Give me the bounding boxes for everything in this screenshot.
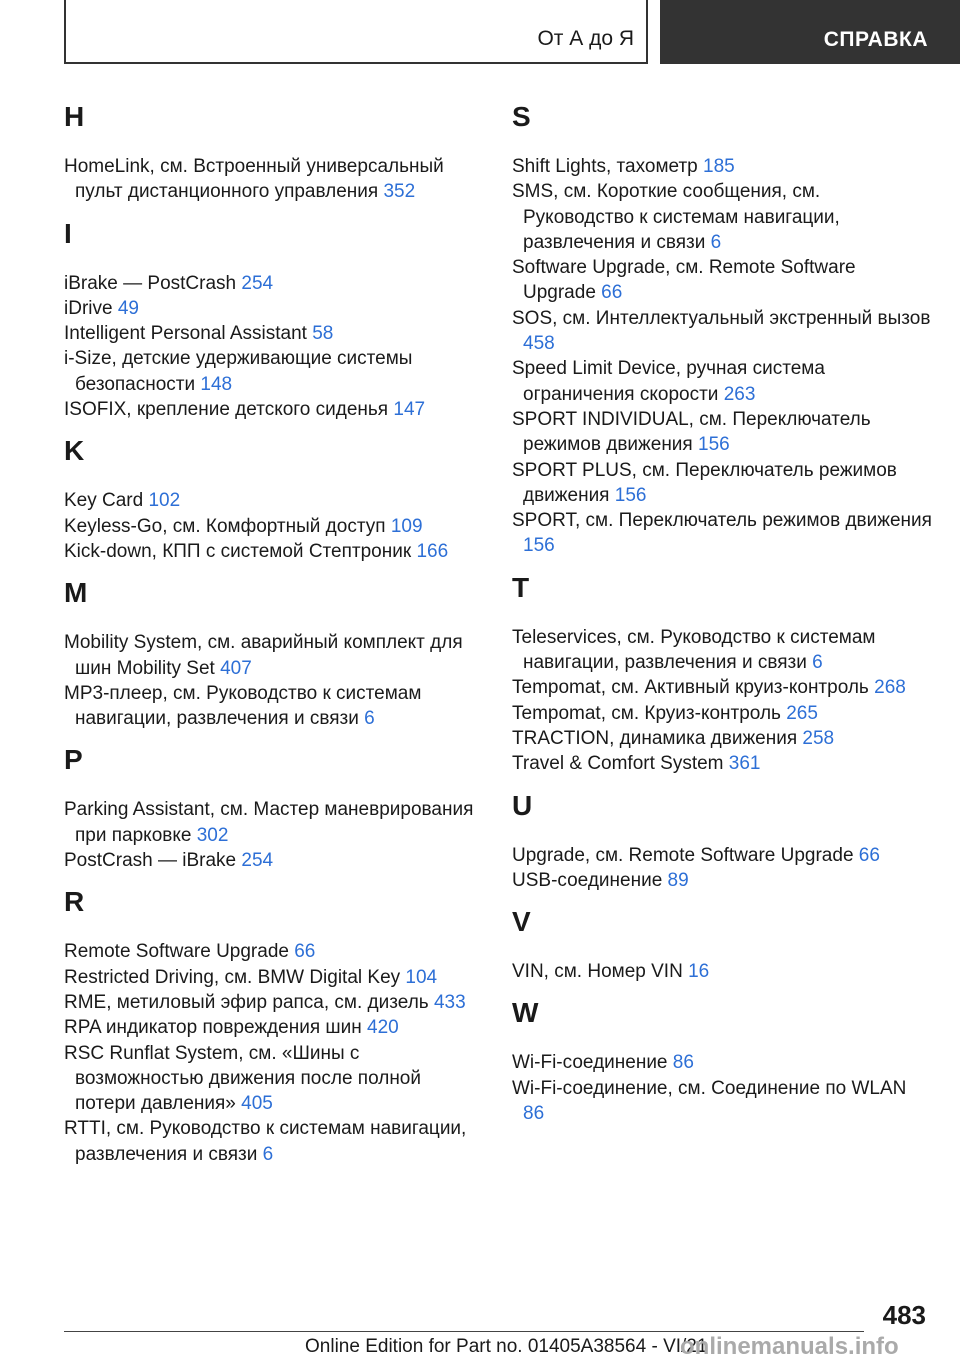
index-entry xyxy=(64,346,484,397)
entry-term: ISOFIX, крепление детского сиденья xyxy=(64,399,389,421)
index-entry xyxy=(64,488,484,513)
entry-page-link[interactable]: 66 xyxy=(858,844,880,866)
entry-page-link[interactable]: 156 xyxy=(523,535,555,557)
section-letter: U xyxy=(512,789,533,821)
section-letter: P xyxy=(64,744,83,776)
index-entry xyxy=(512,1076,932,1127)
entry-term: SMS, см. Короткие сообщения, см. Руководство к системам навигации, развлечения и связи xyxy=(512,181,840,253)
index-entry xyxy=(64,1116,484,1167)
entry-term: Upgrade, см. Remote Software Upgrade xyxy=(512,844,854,866)
entry-page-link[interactable]: 148 xyxy=(200,373,233,395)
index-column-right xyxy=(512,100,932,1138)
entry-page-link[interactable]: 6 xyxy=(364,708,375,730)
section-letter: T xyxy=(512,571,530,603)
index-entry xyxy=(512,407,932,458)
entry-term: PostCrash — iBrake xyxy=(64,850,237,872)
entry-page-link[interactable]: 352 xyxy=(383,181,416,203)
entry-term: RTTI, см. Руководство к системам навигации, развлечения и связи xyxy=(64,1118,467,1165)
index-section xyxy=(64,100,484,205)
entry-page-link[interactable]: 66 xyxy=(294,941,316,963)
entry-term: RSC Runflat System, см. «Шины с возможностью движения после полной потери давления» xyxy=(64,1042,421,1115)
index-entry xyxy=(512,959,932,984)
entry-term: Parking Assistant, см. Мастер маневрирования при парковке xyxy=(64,799,474,846)
index-entry xyxy=(512,508,932,559)
entry-page-link[interactable]: 361 xyxy=(728,753,761,775)
header-section-title: От А до Я xyxy=(537,27,634,50)
entry-page-link[interactable]: 66 xyxy=(601,282,623,304)
entry-term: Kick-down, КПП с системой Стептроник xyxy=(64,540,412,562)
index-column-left xyxy=(64,100,484,1179)
section-letter: V xyxy=(512,906,531,938)
entry-term: Teleservices, см. Руководство к системам навигации, развлечения и связи xyxy=(512,626,876,674)
index-section xyxy=(64,885,484,1167)
entry-term: SPORT, см. Переключатель режимов движения xyxy=(512,510,932,532)
entry-term: Remote Software Upgrade xyxy=(64,941,289,963)
entry-page-link[interactable]: 254 xyxy=(241,850,274,872)
header-section-tab xyxy=(64,0,648,64)
index-entry xyxy=(64,514,484,539)
entry-term: Software Upgrade, см. Remote Software Upgrade xyxy=(512,257,856,304)
entry-term: Mobility System, см. аварийный комплект для шин Mobility Set xyxy=(64,632,463,679)
page-number: 483 xyxy=(882,1300,926,1330)
entry-page-link[interactable]: 86 xyxy=(523,1103,545,1125)
entry-page-link[interactable]: 458 xyxy=(523,333,555,355)
index-section xyxy=(512,905,932,984)
entry-page-link[interactable]: 49 xyxy=(117,297,139,319)
entry-page-link[interactable]: 433 xyxy=(433,991,466,1013)
entry-page-link[interactable]: 263 xyxy=(723,383,756,405)
entry-page-link[interactable]: 86 xyxy=(672,1052,694,1074)
footer-edition: Online Edition for Part no. 01405A38564 - VI/21 xyxy=(305,1336,708,1357)
index-entry xyxy=(512,255,932,306)
entry-term: Speed Limit Device, ручная система ограничения скорости xyxy=(512,358,825,405)
entry-term: RPA индикатор повреждения шин xyxy=(64,1017,362,1039)
index-section xyxy=(512,789,932,894)
index-entry xyxy=(512,306,932,357)
entry-page-link[interactable]: 109 xyxy=(390,515,423,537)
entry-page-link[interactable]: 58 xyxy=(312,323,334,345)
index-entry xyxy=(64,271,484,296)
index-entry xyxy=(512,726,932,751)
entry-page-link[interactable]: 104 xyxy=(405,966,438,988)
entry-page-link[interactable]: 147 xyxy=(393,399,426,421)
entry-page-link[interactable]: 254 xyxy=(241,272,274,294)
section-letter: K xyxy=(64,435,85,467)
entry-term: SPORT PLUS, см. Переключатель режимов движения xyxy=(512,459,897,506)
index-entry xyxy=(64,397,484,422)
index-entry xyxy=(64,939,484,964)
section-letter: W xyxy=(512,997,539,1029)
entry-term: Key Card xyxy=(64,490,144,512)
entry-term: Intelligent Personal Assistant xyxy=(64,323,307,345)
index-entry xyxy=(512,154,932,179)
section-letter: M xyxy=(64,577,88,609)
index-section xyxy=(64,217,484,423)
index-entry xyxy=(64,321,484,346)
entry-page-link[interactable]: 265 xyxy=(786,702,818,724)
entry-page-link[interactable]: 16 xyxy=(688,961,710,983)
entry-page-link[interactable]: 405 xyxy=(241,1093,273,1115)
entry-term: Travel & Comfort System xyxy=(512,753,724,775)
entry-term: Tempomat, см. Активный круиз-контроль xyxy=(512,677,869,699)
entry-term: VIN, см. Номер VIN xyxy=(512,961,683,983)
index-entry xyxy=(512,179,932,255)
section-letter: S xyxy=(512,101,531,132)
index-entry xyxy=(64,296,484,321)
entry-term: iBrake — PostCrash xyxy=(64,272,237,294)
entry-term: HomeLink, см. Встроенный универсальный пульт дистанционного управления xyxy=(64,156,444,203)
index-section xyxy=(64,743,484,873)
index-entry xyxy=(64,681,484,732)
index-entry xyxy=(512,868,932,893)
entry-term: RME, метиловый эфир рапса, см. дизель xyxy=(64,991,429,1013)
index-entry xyxy=(64,630,484,681)
entry-page-link[interactable]: 156 xyxy=(698,434,730,456)
entry-term: MP3-плеер, см. Руководство к системам навигации, развлечения и связи xyxy=(64,682,422,730)
entry-page-link[interactable]: 407 xyxy=(220,657,252,679)
index-entry xyxy=(64,797,484,848)
entry-term: Tempomat, см. Круиз-контроль xyxy=(512,702,781,724)
entry-page-link[interactable]: 102 xyxy=(148,490,181,512)
entry-page-link[interactable]: 302 xyxy=(196,824,229,846)
entry-page-link[interactable]: 185 xyxy=(703,156,735,177)
section-letter: R xyxy=(64,886,85,918)
entry-page-link[interactable]: 6 xyxy=(710,231,722,253)
entry-term: SOS, см. Интеллектуальный экстренный вызов xyxy=(512,307,931,329)
index-section xyxy=(512,100,932,559)
section-letter: I xyxy=(64,217,72,249)
entry-page-link[interactable]: 258 xyxy=(802,727,835,749)
index-entry xyxy=(64,1041,484,1117)
section-letter: H xyxy=(64,101,85,132)
entry-term: USB-соединение xyxy=(512,869,663,891)
index-section xyxy=(64,434,484,564)
index-entry xyxy=(512,458,932,509)
entry-term: i-Size, детские удерживающие системы безопасности xyxy=(64,348,413,395)
index-entry xyxy=(512,675,932,700)
index-entry xyxy=(64,154,484,205)
entry-term: Wi-Fi-соединение, см. Соединение по WLAN xyxy=(512,1077,907,1099)
footer-divider xyxy=(64,1331,864,1332)
index-entry xyxy=(64,539,484,564)
index-entry xyxy=(64,990,484,1015)
entry-term: Keyless-Go, см. Комфортный доступ xyxy=(64,515,386,537)
entry-page-link[interactable]: 420 xyxy=(367,1017,399,1039)
index-entry xyxy=(64,1015,484,1040)
index-entry xyxy=(512,751,932,776)
header-chapter-title: СПРАВКА xyxy=(823,28,928,51)
entry-term: SPORT INDIVIDUAL, см. Переключатель режимов движения xyxy=(512,408,871,456)
index-entry xyxy=(512,843,932,868)
entry-page-link[interactable]: 268 xyxy=(874,677,906,699)
index-section xyxy=(64,576,484,731)
index-entry xyxy=(64,965,484,990)
entry-page-link[interactable]: 6 xyxy=(812,652,823,674)
index-entry xyxy=(512,1050,932,1075)
footer-watermark: onlinemanuals.info xyxy=(680,1333,899,1360)
header-chapter-tab xyxy=(660,0,960,64)
index-section xyxy=(512,996,932,1126)
entry-term: Restricted Driving, см. BMW Digital Key xyxy=(64,966,401,988)
index-entry xyxy=(512,356,932,407)
index-entry xyxy=(512,701,932,726)
entry-page-link[interactable]: 6 xyxy=(262,1143,274,1165)
entry-term: iDrive xyxy=(64,297,113,319)
index-entry xyxy=(64,848,484,873)
entry-term: TRACTION, динамика движения xyxy=(512,727,798,749)
index-entry xyxy=(512,625,932,676)
index-section xyxy=(512,571,932,777)
entry-page-link[interactable]: 166 xyxy=(416,540,449,562)
entry-page-link[interactable]: 89 xyxy=(667,869,689,891)
entry-term: Wi-Fi-соединение xyxy=(512,1052,668,1074)
entry-page-link[interactable]: 156 xyxy=(614,484,647,506)
entry-term: Shift Lights, тахометр xyxy=(512,156,698,177)
